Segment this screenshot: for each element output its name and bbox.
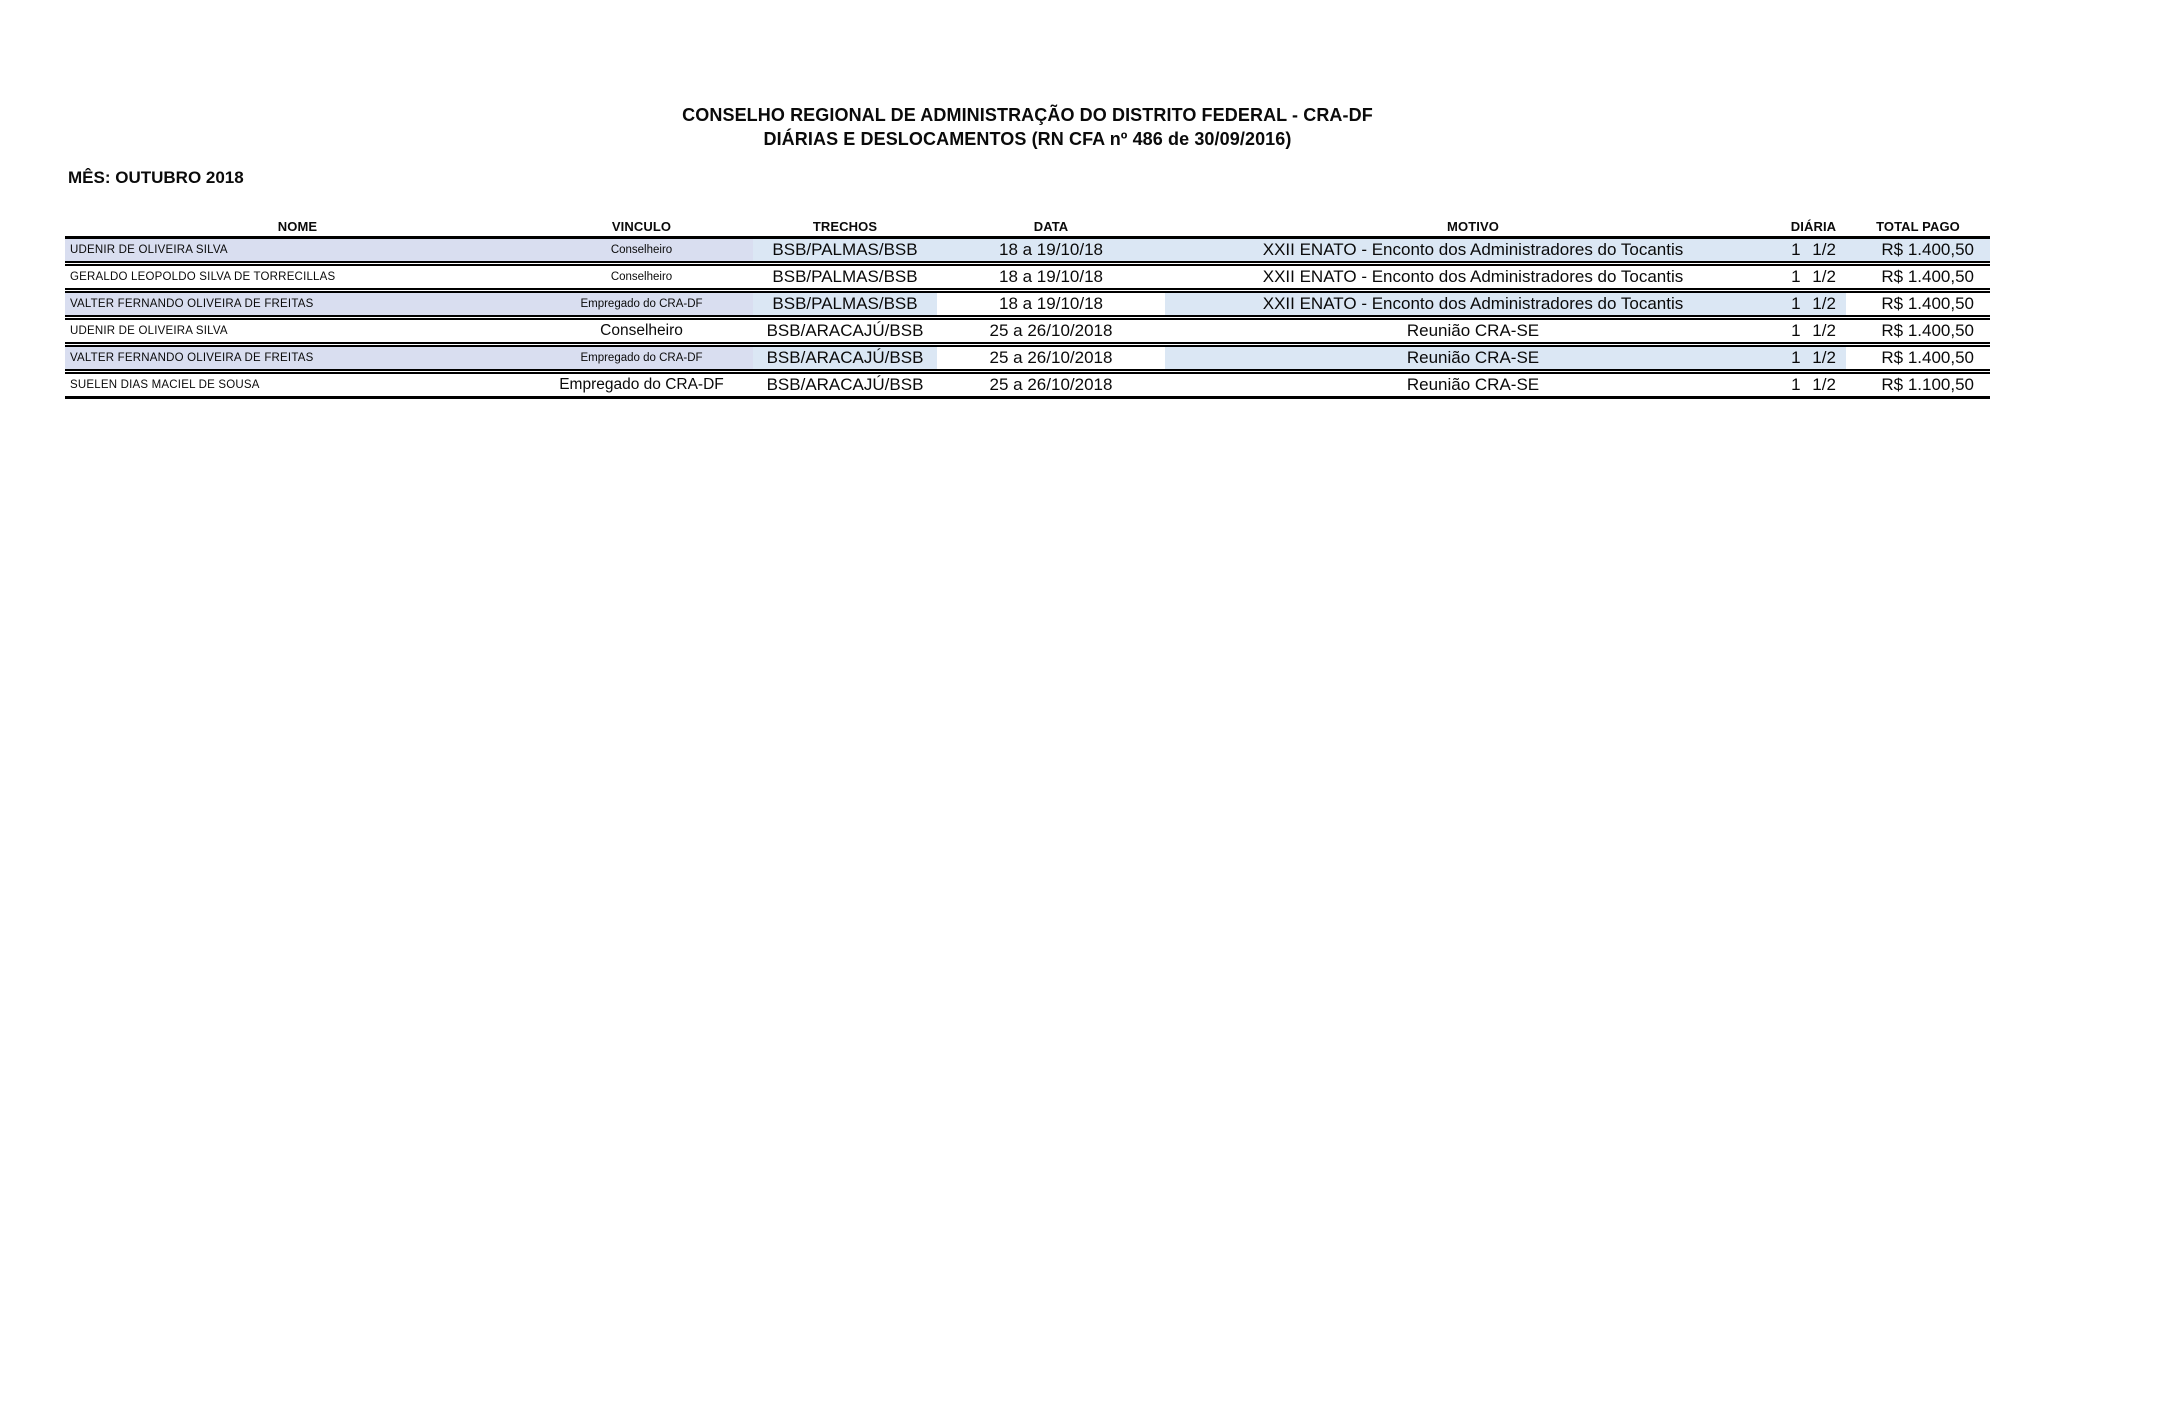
cell-vinculo: Conselheiro [530,318,753,345]
cell-motivo: Reunião CRA-SE [1165,318,1781,345]
document-title-line1: CONSELHO REGIONAL DE ADMINISTRAÇÃO DO DISTRITO FEDERAL - CRA-DF [682,105,1373,125]
cell-data: 25 a 26/10/2018 [937,372,1165,398]
column-header-motivo: MOTIVO [1165,212,1781,238]
diarias-table [65,212,1990,399]
cell-data: 25 a 26/10/2018 [937,318,1165,345]
cell-diaria: 1 1/2 [1781,345,1846,372]
column-header-diaria: DIÁRIA [1781,212,1846,238]
cell-motivo: Reunião CRA-SE [1165,372,1781,398]
column-header-trechos: TRECHOS [753,212,937,238]
cell-vinculo: Conselheiro [530,238,753,264]
document-sheet [65,0,1990,399]
cell-total: R$ 1.400,50 [1846,318,1990,345]
cell-motivo: Reunião CRA-SE [1165,345,1781,372]
table-row [65,264,1990,291]
cell-nome: VALTER FERNANDO OLIVEIRA DE FREITAS [65,291,530,318]
cell-motivo: XXII ENATO - Enconto dos Administradores do Tocantis [1165,238,1781,264]
table-row [65,318,1990,345]
cell-total: R$ 1.400,50 [1846,264,1990,291]
cell-trechos: BSB/ARACAJÚ/BSB [753,372,937,398]
cell-total: R$ 1.400,50 [1846,238,1990,264]
cell-trechos: BSB/PALMAS/BSB [753,264,937,291]
month-label: MÊS: OUTUBRO 2018 [68,168,244,187]
table-row [65,345,1990,372]
table-row [65,291,1990,318]
cell-motivo: XXII ENATO - Enconto dos Administradores do Tocantis [1165,264,1781,291]
cell-vinculo: Empregado do CRA-DF [530,345,753,372]
cell-diaria: 1 1/2 [1781,264,1846,291]
cell-trechos: BSB/ARACAJÚ/BSB [753,318,937,345]
cell-motivo: XXII ENATO - Enconto dos Administradores do Tocantis [1165,291,1781,318]
document-title [65,103,1990,151]
cell-total: R$ 1.400,50 [1846,345,1990,372]
cell-trechos: BSB/PALMAS/BSB [753,291,937,318]
cell-data: 18 a 19/10/18 [937,238,1165,264]
cell-vinculo: Conselheiro [530,264,753,291]
cell-data: 18 a 19/10/18 [937,264,1165,291]
document-title-line2: DIÁRIAS E DESLOCAMENTOS (RN CFA nº 486 de 30/09/2016) [763,129,1292,149]
cell-trechos: BSB/ARACAJÚ/BSB [753,345,937,372]
column-header-data: DATA [937,212,1165,238]
cell-total: R$ 1.100,50 [1846,372,1990,398]
cell-vinculo: Empregado do CRA-DF [530,291,753,318]
cell-total: R$ 1.400,50 [1846,291,1990,318]
cell-data: 25 a 26/10/2018 [937,345,1165,372]
column-header-nome: NOME [65,212,530,238]
cell-nome: SUELEN DIAS MACIEL DE SOUSA [65,372,530,398]
cell-vinculo: Empregado do CRA-DF [530,372,753,398]
cell-nome: VALTER FERNANDO OLIVEIRA DE FREITAS [65,345,530,372]
cell-nome: UDENIR DE OLIVEIRA SILVA [65,318,530,345]
cell-data: 18 a 19/10/18 [937,291,1165,318]
column-header-vinculo: VINCULO [530,212,753,238]
cell-diaria: 1 1/2 [1781,238,1846,264]
cell-diaria: 1 1/2 [1781,291,1846,318]
cell-nome: GERALDO LEOPOLDO SILVA DE TORRECILLAS [65,264,530,291]
table-header-row [65,212,1990,238]
table-row [65,372,1990,398]
cell-nome: UDENIR DE OLIVEIRA SILVA [65,238,530,264]
table-row [65,238,1990,264]
cell-diaria: 1 1/2 [1781,318,1846,345]
cell-diaria: 1 1/2 [1781,372,1846,398]
cell-trechos: BSB/PALMAS/BSB [753,238,937,264]
column-header-total: TOTAL PAGO [1846,212,1990,238]
